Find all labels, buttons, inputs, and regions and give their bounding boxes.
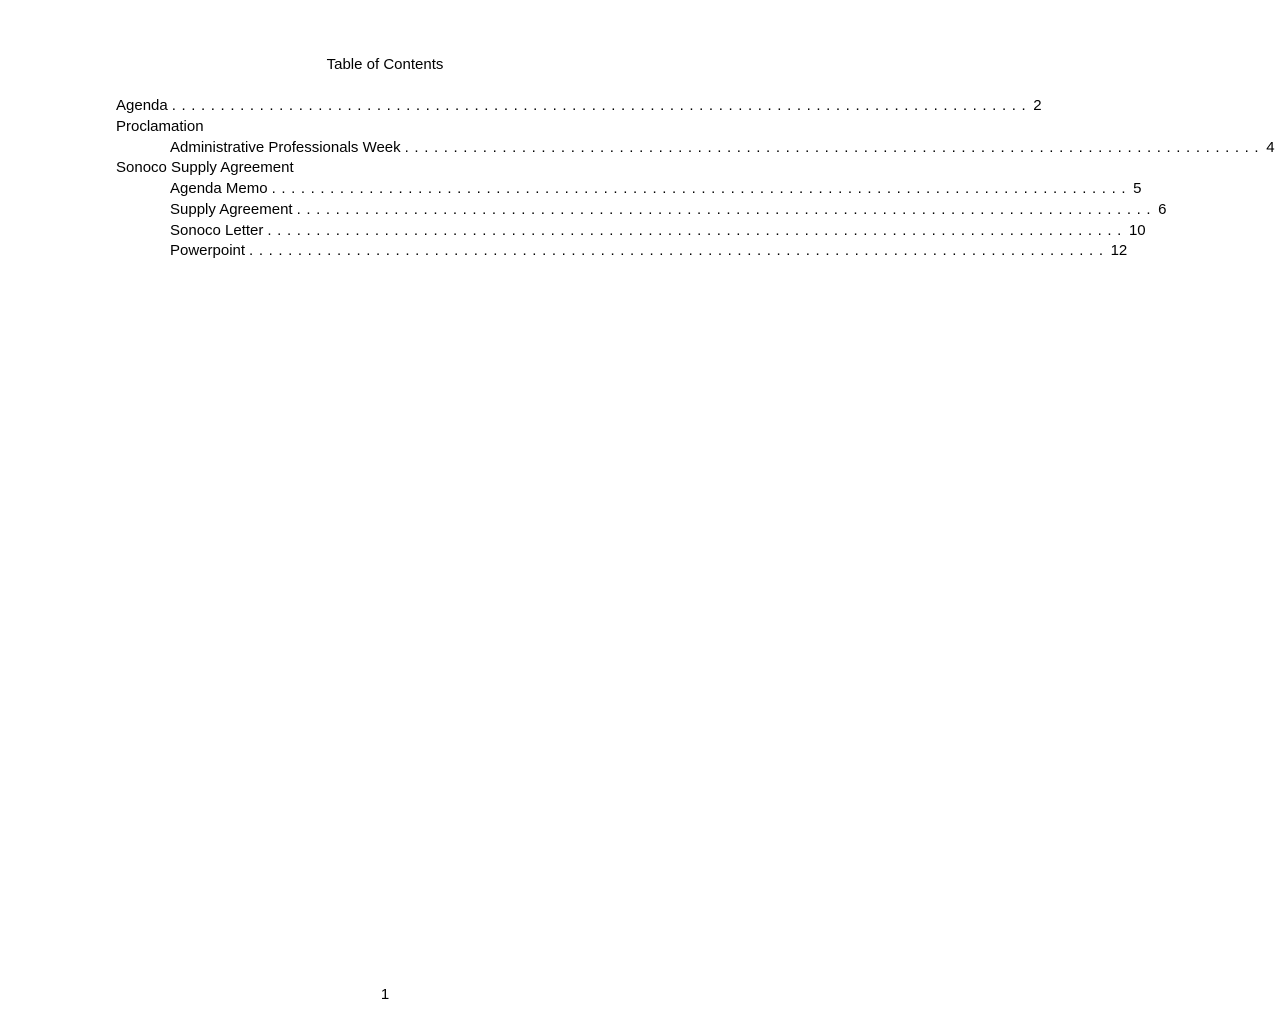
dot-leader: ........................................................................................ (296, 201, 1157, 218)
toc-entry-label: Supply Agreement (170, 201, 293, 218)
dot-leader: ........................................................................................ (271, 180, 1132, 197)
toc-entry-sonoco-letter[interactable] (170, 221, 1146, 241)
toc-entry-proclamation[interactable] (116, 117, 622, 137)
dot-leader: ........................................................................................ (404, 139, 1265, 156)
toc-entry-label: Sonoco Supply Agreement (116, 159, 294, 176)
toc-entry-label: Agenda (116, 97, 168, 114)
toc-entry-label: Agenda Memo (170, 180, 268, 197)
toc-entry-label: Proclamation (116, 118, 204, 135)
toc-entry-agenda[interactable] (116, 96, 1042, 116)
toc-entry-label: Administrative Professionals Week (170, 139, 401, 156)
page-number: 1 (380, 986, 390, 1003)
toc-entry-page: 10 (1128, 222, 1146, 239)
dot-leader: ........................................................................................ (171, 97, 1032, 114)
toc-entry-agenda-memo[interactable] (170, 179, 1142, 199)
toc-entry-page: 6 (1158, 201, 1167, 218)
toc-entry-administrative-professionals-week[interactable] (170, 138, 1275, 158)
toc-entry-sonoco-supply-agreement[interactable] (116, 158, 622, 178)
dot-leader: ........................................................................................ (249, 242, 1109, 259)
page-title: Table of Contents (326, 56, 444, 73)
toc-entry-label: Powerpoint (170, 242, 246, 259)
toc-entry-page: 12 (1110, 242, 1128, 259)
toc-entry-page: 2 (1033, 97, 1042, 114)
toc-entry-powerpoint[interactable] (170, 241, 1128, 261)
toc-entry-supply-agreement[interactable] (170, 200, 1167, 220)
dot-leader: ........................................................................................ (267, 222, 1127, 239)
toc-entry-label: Sonoco Letter (170, 222, 264, 239)
toc-entry-page: 4 (1266, 139, 1275, 156)
toc-entry-page: 5 (1133, 180, 1142, 197)
